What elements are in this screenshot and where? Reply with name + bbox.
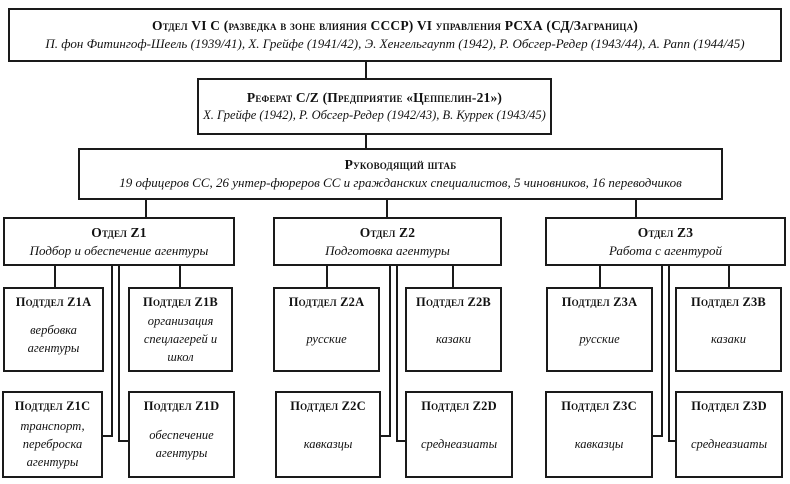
connector-line	[54, 265, 56, 287]
connector-line	[728, 265, 730, 287]
subdiv-z1a-title: Подтдел Z1A	[15, 295, 92, 309]
subdiv-z1c-box	[2, 391, 103, 478]
root-chiefs: П. фон Фитингоф-Шеель (1939/41), Х. Грейфе (1941/42), Э. Хенгельгаупт (1942), Р. Обсгер-Редер (1943/44), А. Рапп (1944/45)	[45, 36, 745, 52]
subdiv-z2a-function: русские	[306, 332, 347, 347]
subdiv-z3d-box	[675, 391, 783, 478]
referat-box	[197, 78, 552, 135]
connector-line	[365, 62, 367, 78]
connector-line	[381, 435, 391, 437]
subdiv-z1d-box	[128, 391, 235, 478]
referat-title: Реферат C/Z (Предприятие «Цеппелин-21»)	[246, 89, 503, 105]
subdiv-z1d-title: Подтдел Z1D	[143, 399, 220, 413]
connector-line	[145, 199, 147, 217]
connector-line	[179, 265, 181, 287]
subdiv-z2c-function: кавказцы	[303, 437, 353, 452]
connector-line	[396, 440, 405, 442]
dept-z1-box	[3, 217, 235, 266]
subdiv-z3c-box	[545, 391, 653, 478]
subdiv-z2d-title: Подтдел Z2D	[421, 399, 497, 413]
subdiv-z3b-title: Подтдел Z3B	[691, 295, 766, 309]
subdiv-z1a-function: вербовка агентуры	[27, 323, 80, 356]
connector-line	[111, 265, 113, 437]
subdiv-z3a-box	[546, 287, 653, 372]
dept-z1-function: Подбор и обеспечение агентуры	[29, 242, 209, 258]
connector-line	[452, 265, 454, 287]
connector-line	[599, 265, 601, 287]
root-box	[8, 8, 782, 62]
subdiv-z3d-title: Подтдел Z3D	[691, 399, 767, 413]
dept-z2-title: Отдел Z2	[359, 224, 416, 240]
dept-z2-box	[273, 217, 502, 266]
connector-line	[386, 199, 388, 217]
connector-line	[668, 265, 670, 442]
subdiv-z2b-title: Подтдел Z2B	[416, 295, 491, 309]
dept-z2-function: Подготовка агентуры	[325, 242, 450, 258]
subdiv-z1b-function: организация спецлагерей и школ	[143, 313, 218, 365]
connector-line	[118, 265, 120, 442]
subdiv-z2d-function: среднеазиаты	[420, 437, 498, 452]
subdiv-z1b-box	[128, 287, 233, 372]
dept-z3-title: Отдел Z3	[637, 224, 694, 240]
connector-line	[661, 265, 663, 437]
staff-title: Руководящий штаб	[344, 157, 457, 173]
referat-chiefs: Х. Грейфе (1942), Р. Обсгер-Редер (1942/43), В. Куррек (1943/45)	[203, 108, 546, 123]
connector-line	[396, 265, 398, 442]
subdiv-z2d-box	[405, 391, 513, 478]
subdiv-z3c-function: кавказцы	[574, 437, 624, 452]
subdiv-z2b-box	[405, 287, 502, 372]
connector-line	[102, 435, 113, 437]
subdiv-z1d-function: обеспечение агентуры	[149, 428, 214, 461]
subdiv-z3a-title: Подтдел Z3A	[561, 295, 638, 309]
connector-line	[389, 265, 391, 437]
subdiv-z1c-function: транспорт, переброска агентуры	[20, 418, 85, 470]
subdiv-z1a-box	[3, 287, 104, 372]
dept-z3-function: Работа с агентурой	[608, 242, 723, 258]
root-title: Отдел VI C (разведка в зоне влияния СССР) VI управления РСХА (СД/Заграница)	[152, 18, 638, 34]
subdiv-z3b-box	[675, 287, 782, 372]
dept-z1-title: Отдел Z1	[91, 224, 147, 240]
staff-composition: 19 офицеров СС, 26 унтер-фюреров СС и гражданских специалистов, 5 чиновников, 16 переводчиков	[119, 175, 682, 191]
connector-line	[365, 134, 367, 149]
subdiv-z1c-title: Подтдел Z1C	[14, 399, 91, 413]
subdiv-z2c-box	[275, 391, 381, 478]
subdiv-z2a-title: Подтдел Z2A	[288, 295, 365, 309]
staff-box	[78, 148, 723, 200]
subdiv-z3d-function: среднеазиаты	[690, 437, 768, 452]
subdiv-z3b-function: казаки	[710, 332, 746, 347]
subdiv-z3c-title: Подтдел Z3C	[561, 399, 637, 413]
subdiv-z2c-title: Подтдел Z2C	[290, 399, 366, 413]
subdiv-z1b-title: Подтдел Z1B	[143, 295, 218, 309]
connector-line	[326, 265, 328, 287]
subdiv-z2a-box	[273, 287, 380, 372]
subdiv-z3a-function: русские	[579, 332, 620, 347]
connector-line	[635, 199, 637, 217]
dept-z3-box	[545, 217, 786, 266]
subdiv-z2b-function: казаки	[435, 332, 471, 347]
